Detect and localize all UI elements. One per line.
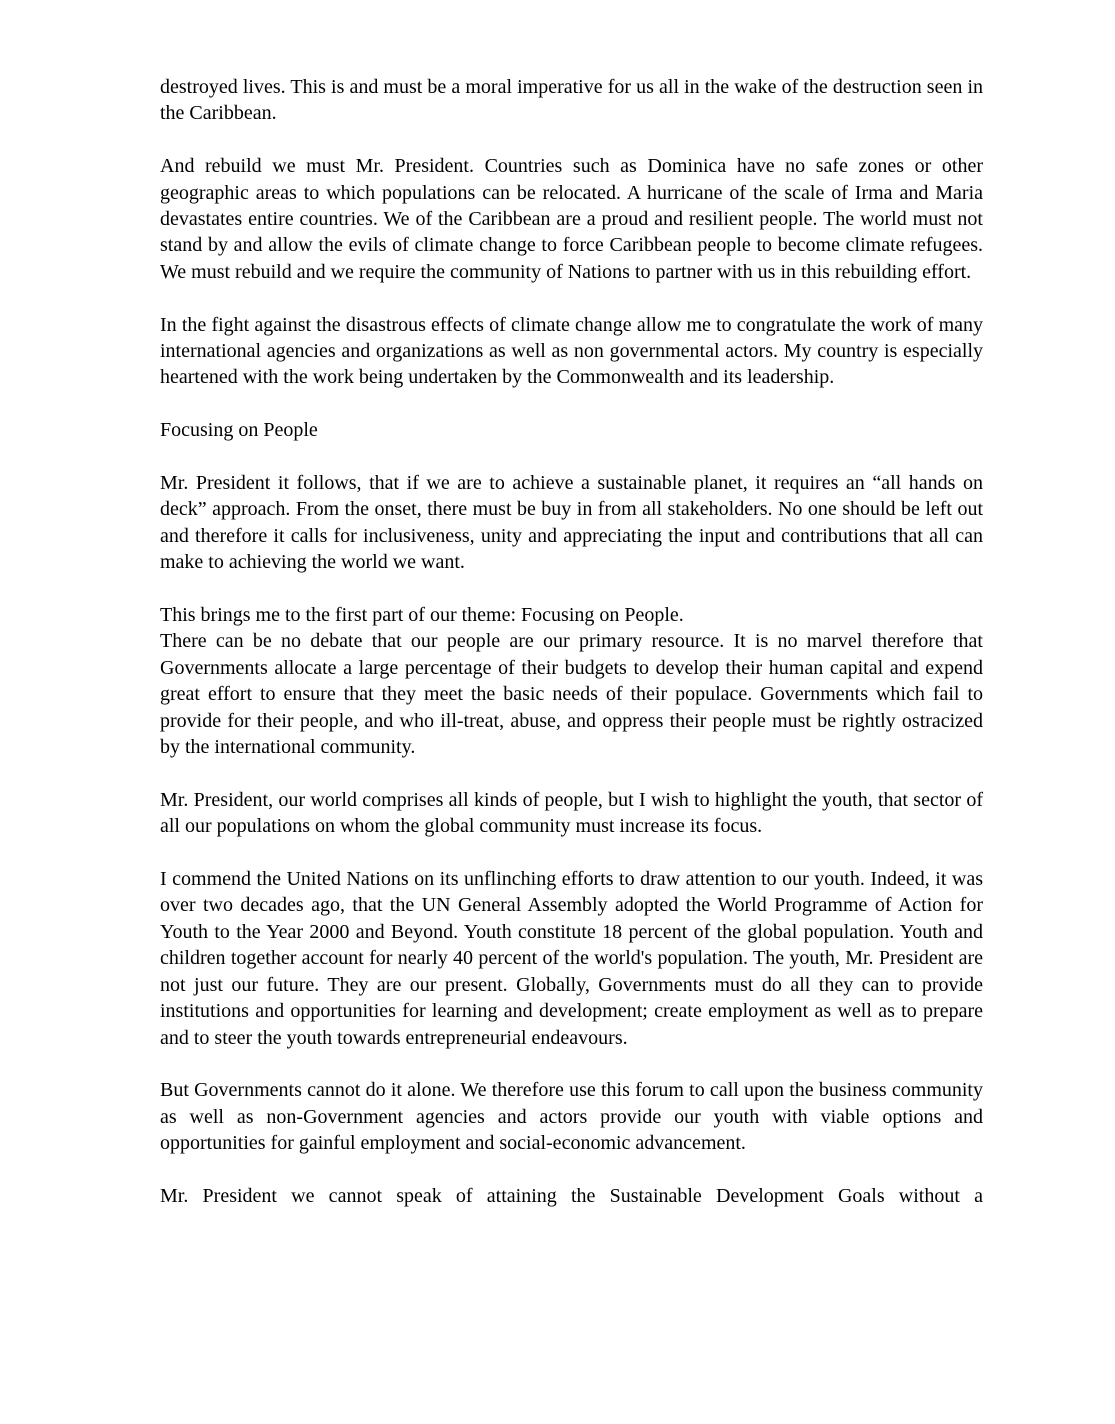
paragraph-highlight-the-youth: Mr. President, our world comprises all kinds of people, but I wish to highlight the youth, that sector of all our populations on whom the global community must increase its focus. bbox=[160, 788, 983, 838]
paragraph-sustainable-development-goals: Mr. President we cannot speak of attaining the Sustainable Development Goals without a bbox=[160, 1184, 983, 1207]
paragraph-rebuild-we-must: And rebuild we must Mr. President. Countries such as Dominica have no safe zones or other geographic areas to which populations can be relocated. A hurricane of the scale of Irma and Maria devastates entire countries. We of the Caribbean are a proud and resilient people. The world must not stand by and allow the evils of climate change to force Caribbean people to become climate refugees. We must rebuild and we require the community of Nations to partner with us in this rebuilding effort. bbox=[160, 155, 983, 283]
paragraph-all-hands-on-deck: Mr. President it follows, that if we are to achieve a sustainable planet, it requires an “all hands on deck” approach. From the onset, there must be buy in from all stakeholders. No one should be left out and therefore it calls for inclusiveness, unity and appreciating the input and contributions that all can make to achieving the world we want. bbox=[160, 472, 983, 574]
paragraph-destroyed-lives: destroyed lives. This is and must be a moral imperative for us all in the wake of the destruction seen in the Caribbean. bbox=[160, 76, 983, 125]
paragraph-governments-cannot-do-it-alone: But Governments cannot do it alone. We therefore use this forum to call upon the business community as well as non-Government agencies and actors provide our youth with viable options and opportunities for gainful employment and social-economic advancement. bbox=[160, 1079, 983, 1155]
section-heading-focusing-on-people: Focusing on People bbox=[160, 419, 318, 442]
paragraph-fight-against-climate-change: In the fight against the disastrous effects of climate change allow me to congratulate the work of many international agencies and organizations as well as non governmental actors. My country is especially heartened with the work being undertaken by the Commonwealth and its leadership. bbox=[160, 313, 983, 389]
paragraph-people-primary-resource: There can be no debate that our people are our primary resource. It is no marvel therefore that Governments allocate a large percentage of their budgets to develop their human capital and expend great effort to ensure that they meet the basic needs of their populace. Governments which fail to provide for their people, and who ill-treat, abuse, and oppress their people must be rightly ostracized by the international community. bbox=[160, 630, 983, 759]
paragraph-commend-united-nations: I commend the United Nations on its unflinching efforts to draw attention to our youth. Indeed, it was over two decades ago, that the UN General Assembly adopted the World Programme of Action for Youth to the Year 2000 and Beyond. Youth constitute 18 percent of the global population. Youth and children together account for nearly 40 percent of the world's population. The youth, Mr. President are not just our future. They are our present. Globally, Governments must do all they can to provide institutions and opportunities for learning and development; create employment as well as to prepare and to steer the youth towards entrepreneurial endeavours. bbox=[160, 868, 983, 1049]
paragraph-first-part-of-theme: This brings me to the first part of our theme: Focusing on People. bbox=[160, 604, 684, 627]
